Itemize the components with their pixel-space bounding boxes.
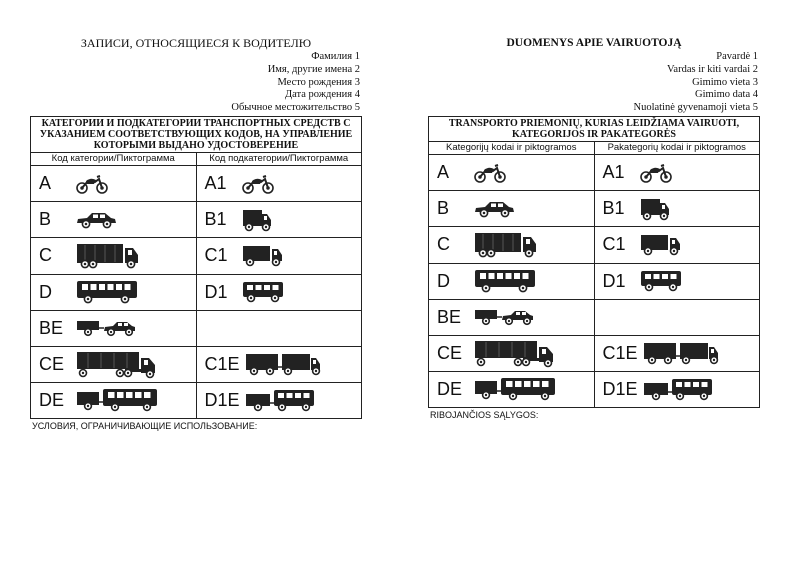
ru-field-birthplace: Место рождения 3 [277,76,360,88]
car-trailer-icon [75,318,137,338]
category-code: BE [437,306,462,327]
lt-cell-left [429,264,594,299]
lt-field-surname: Pavardė 1 [716,51,758,62]
car-icon [473,200,515,218]
subcategory-code: A1 [204,173,227,194]
motorcycle-icon [639,162,673,184]
lt-table-header: TRANSPORTO PRIEMONIŲ, KURIAS LEIDŽIAMA VAIRUOTI, KATEGORIJOS IR PAKATEGORĖS [429,117,759,142]
minibus-icon [639,269,683,293]
subcategory-code: D1E [204,390,240,411]
russian-panel [30,36,362,431]
lt-cell-right [594,336,760,371]
semi-truck-icon [473,339,557,369]
small-truck-icon [241,244,285,268]
lt-cell-left [429,155,594,190]
lt-cell-left [429,372,594,407]
category-code: CE [39,354,65,375]
ru-column-headers [31,153,361,166]
subcategory-code: C1E [602,343,638,364]
lt-row-b [429,191,759,227]
lt-cell-right [594,300,760,335]
subcategory-code: D1 [602,270,626,291]
ru-row-be [31,311,361,347]
minibus-trailer-icon [642,377,716,403]
lt-restrictions: RIBOJANČIOS SĄLYGOS: [430,410,539,421]
semi-truck-icon [75,350,159,380]
motorcycle-icon [473,162,507,184]
motorcycle-icon [241,173,275,195]
truck-icon [75,242,141,270]
ru-row-d [31,275,361,311]
lt-field-birthdate: Gimimo data 4 [695,89,758,101]
bus-trailer-icon [473,376,557,404]
subcategory-code: D1 [204,281,228,302]
lt-cell-right [594,155,760,190]
lt-row-c [429,227,759,263]
ru-cell-right [196,311,362,346]
category-code: DE [39,390,65,411]
lt-col-left: Kategorijų kodai ir piktogramos [446,141,577,153]
category-code: C [39,245,52,266]
small-van-icon [241,208,273,232]
category-code: CE [437,343,463,364]
lt-cell-right [594,227,760,262]
lt-row-d [429,264,759,300]
lt-cell-left [429,191,594,226]
car-icon [75,211,117,229]
ru-row-ce [31,347,361,383]
ru-fields [30,51,362,115]
car-trailer-icon [473,307,535,327]
lt-row-be [429,300,759,336]
category-code: A [437,162,450,183]
small-van-icon [639,197,671,221]
truck-trailer-icon [244,351,322,379]
lt-cell-right [594,264,760,299]
ru-field-residence: Обычное местожительство 5 [231,102,360,114]
lt-field-birthplace: Gimimo vieta 3 [692,76,758,88]
ru-cell-right [196,383,362,418]
ru-cell-right [196,275,362,310]
lt-rows [429,155,759,407]
lt-cell-left [429,300,594,335]
category-code: BE [39,317,64,338]
category-code: B [39,209,52,230]
ru-rows [31,166,361,418]
ru-row-de [31,383,361,418]
truck-icon [473,231,539,259]
ru-field-surname: Фамилия 1 [311,51,360,62]
motorcycle-icon [75,173,109,195]
ru-cell-left [31,311,196,346]
lt-col-right: Pakategorių kodai ir piktogramos [594,142,760,154]
lt-cell-right [594,372,760,407]
lt-column-headers [429,142,759,155]
lt-fields [428,51,760,115]
category-code: C [437,234,450,255]
category-code: B [437,198,450,219]
ru-field-name: Имя, другие имена 2 [267,63,360,75]
ru-cell-left [31,383,196,418]
ru-cell-right [196,202,362,237]
ru-cell-left [31,166,196,201]
category-code: D [39,281,52,302]
lt-cell-right [594,191,760,226]
lithuanian-panel [428,36,760,420]
bus-trailer-icon [75,387,159,415]
minibus-trailer-icon [244,388,318,414]
truck-trailer-icon [642,340,720,368]
subcategory-code: B1 [602,198,625,219]
lt-field-residence: Nuolatinė gyvenamoji vieta 5 [633,102,758,114]
lt-title: DUOMENYS APIE VAIRUOTOJĄ [506,37,682,49]
category-code: D [437,270,450,291]
ru-cell-left [31,347,196,382]
ru-title: ЗАПИСИ, ОТНОСЯЩИЕСЯ К ВОДИТЕЛЮ [80,36,312,50]
lt-cell-left [429,336,594,371]
ru-col-right: Код подкатегории/Пиктограмма [196,153,362,165]
ru-categories-table [30,116,362,419]
ru-cell-right [196,166,362,201]
lt-cell-left [429,227,594,262]
ru-cell-left [31,238,196,273]
ru-row-b [31,202,361,238]
ru-cell-right [196,238,362,273]
ru-col-left: Код категории/Пиктограмма [51,152,175,164]
lt-row-ce [429,336,759,372]
subcategory-code: C1 [602,234,626,255]
bus-icon [473,268,537,294]
ru-restrictions: УСЛОВИЯ, ОГРАНИЧИВАЮЩИЕ ИСПОЛЬЗОВАНИЕ: [32,421,258,432]
lt-row-a [429,155,759,191]
lt-row-de [429,372,759,407]
ru-row-a [31,166,361,202]
subcategory-code: C1 [204,245,228,266]
minibus-icon [241,280,285,304]
category-code: A [39,173,52,194]
ru-row-c [31,238,361,274]
ru-table-header: КАТЕГОРИИ И ПОДКАТЕГОРИИ ТРАНСПОРТНЫХ СРЕДСТВ С УКАЗАНИЕМ СООТВЕТСТВУЮЩИХ КОДОВ, НА УПРАВЛЕНИЕ КОТОРЫМИ ВЫДАНО УДОСТОВЕРЕНИЕ [31,117,361,153]
subcategory-code: A1 [602,162,625,183]
subcategory-code: C1E [204,354,240,375]
ru-field-birthdate: Дата рождения 4 [285,89,360,101]
category-code: DE [437,379,463,400]
ru-cell-left [31,202,196,237]
lt-field-name: Vardas ir kiti vardai 2 [667,63,758,75]
lt-categories-table [428,116,760,408]
small-truck-icon [639,233,683,257]
subcategory-code: D1E [602,379,638,400]
bus-icon [75,279,139,305]
subcategory-code: B1 [204,209,227,230]
ru-cell-left [31,275,196,310]
ru-cell-right [196,347,362,382]
